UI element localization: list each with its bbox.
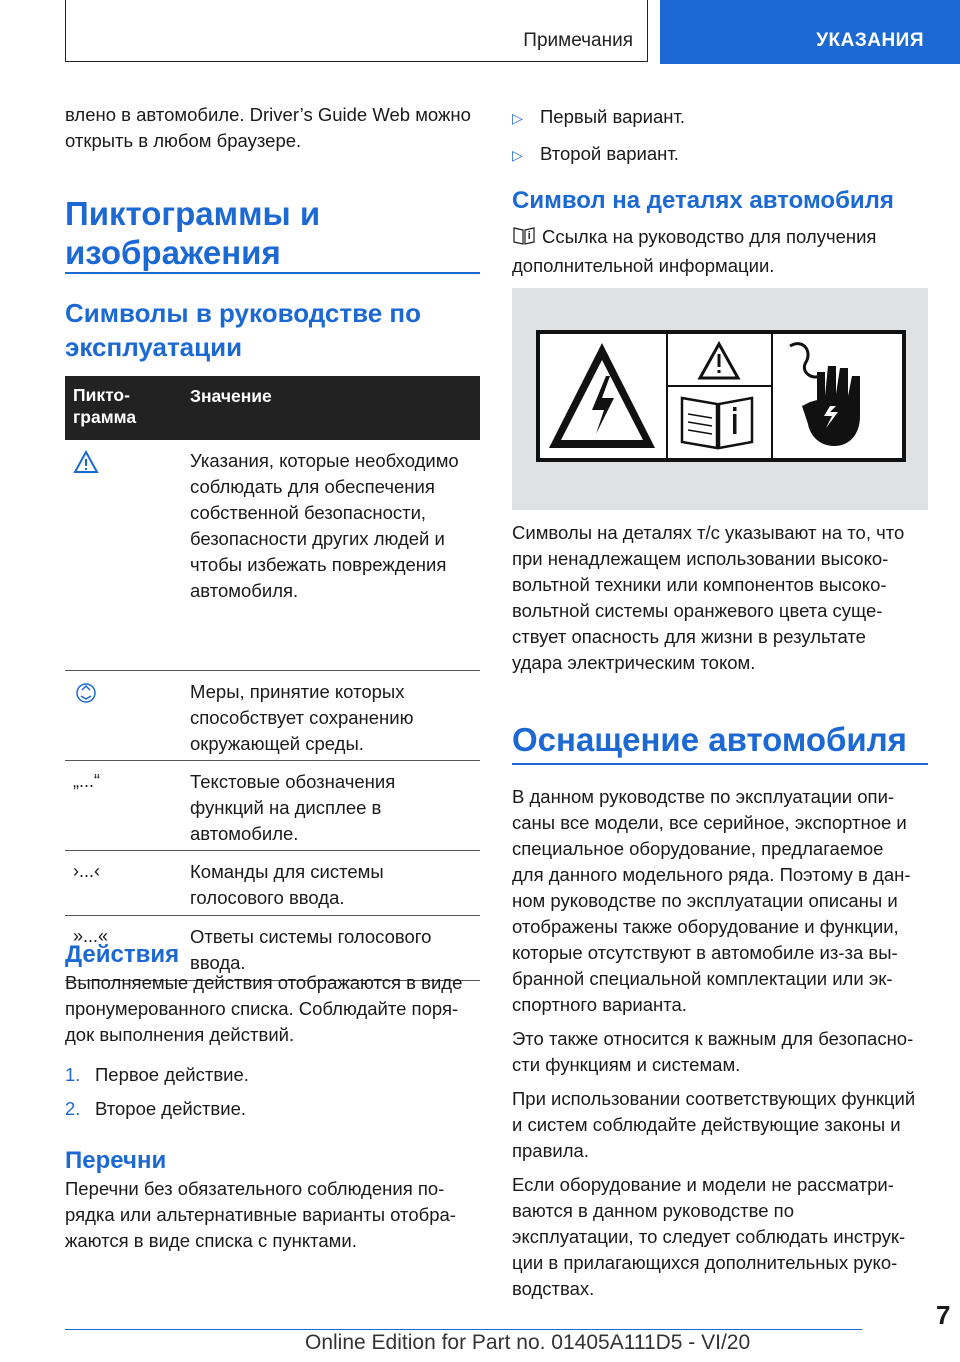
subsection-title	[65, 296, 485, 364]
caption-line: вольтной системы оранжевого цвета суще-	[512, 600, 883, 621]
warning-icon	[73, 450, 99, 479]
header-chapter-label: УКАЗАНИЯ	[816, 30, 924, 51]
intro-line: открыть в любом браузере.	[65, 130, 302, 151]
text-line: ции в прилагающихся дополнительных руко-	[512, 1252, 898, 1273]
table-row	[65, 761, 480, 851]
text-line: спортного варианта.	[512, 994, 687, 1015]
high-voltage-figure	[512, 288, 928, 510]
header-section-label: Примечания	[523, 30, 633, 51]
title-divider	[512, 763, 928, 765]
actions-text-line: пронумерованного списка. Соблюдайте поря-	[65, 998, 459, 1019]
page-number: 7	[936, 1300, 951, 1330]
title-divider	[65, 272, 480, 274]
subsection-title-line: эксплуатации	[65, 332, 243, 362]
high-voltage-label-image	[512, 288, 928, 510]
reference-text-line: дополнительной информации.	[512, 255, 775, 276]
manual-reference-icon	[512, 226, 542, 253]
text-line: В данном руководстве по эксплуатации опи-	[512, 786, 895, 807]
figure-caption	[512, 520, 942, 676]
section-title-line: изображения	[65, 234, 281, 271]
caption-line: удара электрическим током.	[512, 652, 756, 673]
footer-divider	[65, 1329, 862, 1330]
table-row	[65, 851, 480, 916]
equipment-title-text: Оснащение автомобиля	[512, 721, 907, 758]
row-text: Команды для системы голосового ввода.	[190, 861, 384, 908]
equipment-title	[512, 720, 942, 759]
text-line: Если оборудование и модели не рассматри-	[512, 1174, 894, 1195]
text-line: ном руководстве по эксплуатации описаны и	[512, 890, 898, 911]
reference-text: Ссылка на руководство для получения	[512, 224, 942, 253]
caption-line: Символы на деталях т/с указывают на то, что	[512, 522, 905, 543]
text-line: для данного модельного ряда. Поэтому в дан-	[512, 864, 911, 885]
text-line: и систем соблюдайте действующие законы и	[512, 1114, 901, 1135]
actions-title: Действия	[65, 941, 180, 968]
symbols-table	[65, 376, 480, 981]
list-item: ▷ Второй вариант.	[512, 143, 679, 164]
bullet-list	[512, 104, 932, 168]
caption-line: при ненадлежащем использовании высоко-	[512, 548, 889, 569]
header-pictogram: Пикто- грамма	[73, 385, 137, 427]
subsection-title-line: Символы в руководстве по	[65, 298, 422, 328]
section-title-line: Пиктограммы и	[65, 195, 321, 232]
caption-line: вольтной техники или компонентов высоко-	[512, 574, 887, 595]
text-line: специальное оборудование, предлагаемое	[512, 838, 884, 859]
equipment-text	[512, 784, 942, 1302]
footer-edition: Online Edition for Part no. 01405A111D5 - VI/20	[305, 1331, 751, 1354]
actions-text-line: док выполнения действий.	[65, 1024, 295, 1045]
text-line: бранной специальной комплектации или эк-	[512, 968, 893, 989]
intro-line: влено в автомобиле. Driver’s Guide Web можно	[65, 104, 471, 125]
header-section-tab	[65, 0, 648, 62]
table-header	[65, 376, 480, 440]
vehicle-symbol-section	[512, 186, 942, 279]
text-line: Это также относится к важным для безопасно-	[512, 1028, 914, 1049]
row-text: Меры, принятие которых способствует сохранению окружающей среды.	[190, 681, 414, 754]
lists-text-line: жаются в виде списка с пунктами.	[65, 1230, 357, 1251]
vehicle-symbol-title: Символ на деталях автомобиля	[512, 187, 894, 214]
row-text: Ответы системы голосового ввода.	[190, 926, 432, 973]
row-text: Текстовые обозначения функций на дисплее в автомобиле.	[190, 771, 396, 844]
table-row	[65, 440, 480, 671]
text-line: эксплуатации, то следует соблюдать инструк-	[512, 1226, 906, 1247]
actions-text-line: Выполняемые действия отображаются в виде	[65, 972, 463, 993]
section-title	[65, 194, 485, 272]
table-row	[65, 671, 480, 761]
text-line: сти функциям и системам.	[512, 1054, 741, 1075]
row-pictogram: ›...‹	[73, 861, 100, 881]
text-line: правила.	[512, 1140, 589, 1161]
text-line: саны все модели, все серийное, экспортное и	[512, 812, 907, 833]
text-line: ваются в данном руководстве по	[512, 1200, 794, 1221]
actions-section	[65, 940, 485, 1254]
lists-text-line: рядка или альтернативные варианты отобра-	[65, 1204, 456, 1225]
list-item: ▷ Первый вариант.	[512, 106, 686, 127]
lists-title: Перечни	[65, 1147, 167, 1174]
list-item: 2. Второе действие.	[65, 1098, 247, 1119]
header-meaning: Значение	[190, 386, 272, 406]
row-text: Указания, которые необходимо соблюдать для обеспечения собственной безопасности, безопасности других людей и чтобы избежать повреждения автомобиля.	[190, 450, 459, 601]
row-pictogram: »...«	[73, 926, 109, 946]
environment-icon	[73, 681, 99, 710]
header-chapter-tab	[660, 0, 960, 64]
text-line: которые отсутствуют в автомобиле из-за вы-	[512, 942, 898, 963]
left-intro	[65, 102, 485, 154]
text-line: При использовании соответствующих функций	[512, 1088, 916, 1109]
text-line: водствах.	[512, 1278, 595, 1299]
lists-text-line: Перечни без обязательного соблюдения по-	[65, 1178, 445, 1199]
list-item: 1. Первое действие.	[65, 1064, 249, 1085]
row-pictogram: „...“	[73, 771, 100, 791]
caption-line: ствует опасность для жизни в результате	[512, 626, 866, 647]
text-line: отображены также оборудование и функции,	[512, 916, 899, 937]
